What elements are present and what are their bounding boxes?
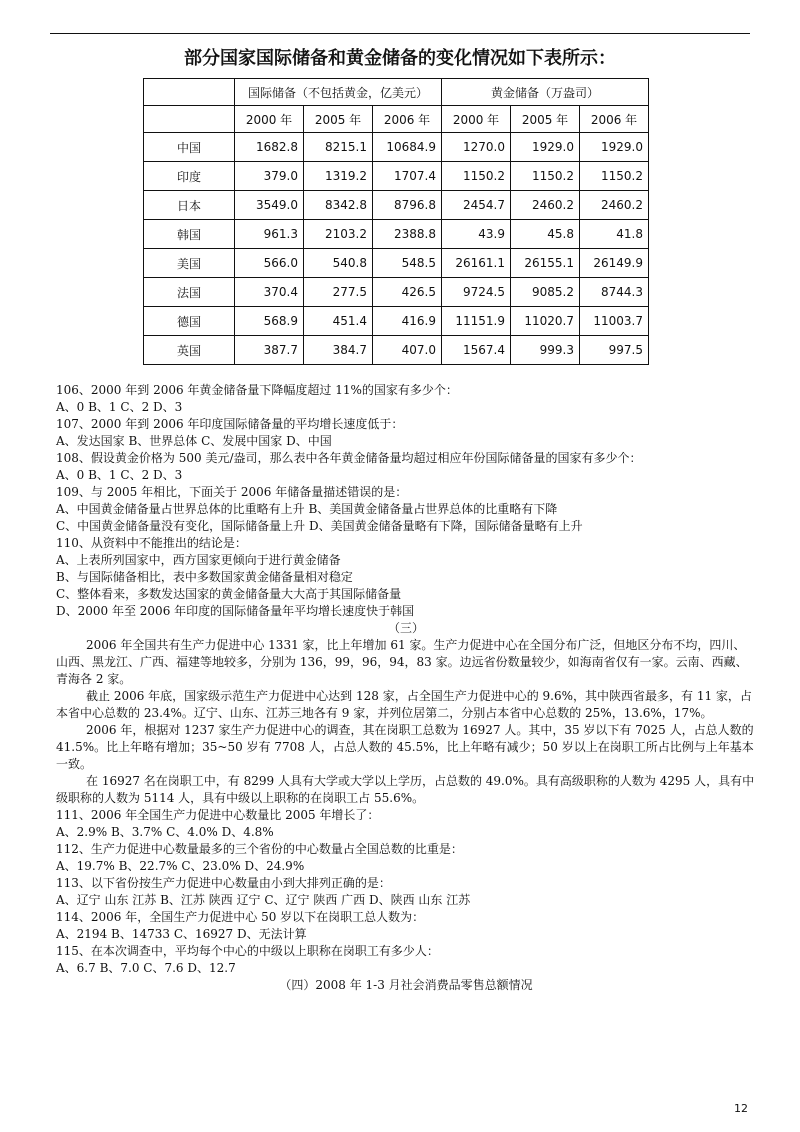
reserve-table bbox=[143, 78, 649, 365]
table-value-cell: 41.8 bbox=[580, 220, 649, 249]
table-value-cell: 277.5 bbox=[304, 278, 373, 307]
table-value-cell: 2460.2 bbox=[511, 191, 580, 220]
text-line: D、2000 年至 2006 年印度的国际储备量年平均增长速度快于韩国 bbox=[56, 604, 415, 618]
table-row bbox=[144, 220, 649, 249]
table-value-cell: 45.8 bbox=[511, 220, 580, 249]
table-year-header-row bbox=[144, 106, 649, 133]
text-line: 112、生产力促进中心数量最多的三个省份的中心数量占全国总数的比重是： bbox=[56, 842, 463, 856]
table-value-cell: 11020.7 bbox=[511, 307, 580, 336]
table-value-cell: 379.0 bbox=[235, 162, 304, 191]
table-value-cell: 2460.2 bbox=[580, 191, 649, 220]
table-row bbox=[144, 133, 649, 162]
table-corner-cell bbox=[144, 106, 235, 133]
table-group-header: 黄金储备（万盎司） bbox=[442, 79, 649, 106]
text-line: 109、与 2005 年相比，下面关于 2006 年储备量描述错误的是： bbox=[56, 485, 408, 499]
text-line: A、19.7% B、22.7% C、23.0% D、24.9% bbox=[56, 859, 305, 873]
table-year-header: 2005 年 bbox=[511, 106, 580, 133]
text-line: 110、从资料中不能推出的结论是： bbox=[56, 536, 247, 550]
table-year-header: 2005 年 bbox=[304, 106, 373, 133]
text-line: A、上表所列国家中，西方国家更倾向于进行黄金储备 bbox=[56, 553, 341, 567]
text-line: A、2.9% B、3.7% C、4.0% D、4.8% bbox=[56, 825, 274, 839]
table-value-cell: 1270.0 bbox=[442, 133, 511, 162]
table-value-cell: 961.3 bbox=[235, 220, 304, 249]
table-country-cell: 法国 bbox=[144, 278, 235, 307]
text-line: 114、2006 年，全国生产力促进中心 50 岁以下在岗职工总人数为： bbox=[56, 910, 425, 924]
table-country-cell: 印度 bbox=[144, 162, 235, 191]
table-row bbox=[144, 307, 649, 336]
table-value-cell: 11003.7 bbox=[580, 307, 649, 336]
text-line: 108、假设黄金价格为 500 美元/盎司，那么表中各年黄金储备量均超过相应年份国际储备量的国家有多少个： bbox=[56, 451, 642, 465]
text-line: A、辽宁 山东 江苏 B、江苏 陕西 辽宁 C、辽宁 陕西 广西 D、陕西 山东 江苏 bbox=[56, 893, 471, 907]
table-row bbox=[144, 191, 649, 220]
text-line: C、整体看来，多数发达国家的黄金储备量大大高于其国际储备量 bbox=[56, 587, 402, 601]
table-value-cell: 26149.9 bbox=[580, 249, 649, 278]
table-value-cell: 1567.4 bbox=[442, 336, 511, 365]
table-row bbox=[144, 162, 649, 191]
paragraph: 2006 年全国共有生产力促进中心 1331 家，比上年增加 61 家。生产力促进中心在全国分布广泛，但地区分布不均，四川、山西、黑龙江、广西、福建等地较多，分别为 136，99，96，94，83 家。边远省份数量较少，如海南省仅有一家。云南、西藏、青海各 2 家。 bbox=[56, 638, 748, 686]
paragraph: 在 16927 名在岗职工中，有 8299 人具有大学或大学以上学历，占总数的 49.0%。具有高级职称的人数为 4295 人，具有中级职称的人数为 5114 人，具有中级以上职称的在岗职工占 55.6%。 bbox=[56, 774, 755, 805]
table-corner-cell bbox=[144, 79, 235, 106]
table-row bbox=[144, 278, 649, 307]
table-country-cell: 美国 bbox=[144, 249, 235, 278]
table-value-cell: 1929.0 bbox=[511, 133, 580, 162]
text-line: 107、2000 年到 2006 年印度国际储备量的平均增长速度低于： bbox=[56, 417, 404, 431]
table-value-cell: 9085.2 bbox=[511, 278, 580, 307]
table-value-cell: 8796.8 bbox=[373, 191, 442, 220]
table-country-cell: 日本 bbox=[144, 191, 235, 220]
table-value-cell: 540.8 bbox=[304, 249, 373, 278]
table-value-cell: 999.3 bbox=[511, 336, 580, 365]
table-year-header: 2006 年 bbox=[580, 106, 649, 133]
table-group-header: 国际储备（不包括黄金，亿美元） bbox=[235, 79, 442, 106]
paragraph: 2006 年，根据对 1237 家生产力促进中心的调查，其在岗职工总数为 16927 人。其中，35 岁以下有 7025 人，占总人数的 41.5%。比上年略有增加；35~50 岁有 7708 人，占总人数的 45.5%，比上年略有减少；50 岁以上在岗职工所占比例与上年基本一致。 bbox=[56, 723, 754, 771]
table-value-cell: 8215.1 bbox=[304, 133, 373, 162]
table-value-cell: 370.4 bbox=[235, 278, 304, 307]
table-value-cell: 407.0 bbox=[373, 336, 442, 365]
table-value-cell: 8744.3 bbox=[580, 278, 649, 307]
table-row bbox=[144, 336, 649, 365]
table-value-cell: 568.9 bbox=[235, 307, 304, 336]
table-value-cell: 2454.7 bbox=[442, 191, 511, 220]
text-line: A、6.7 B、7.0 C、7.6 D、12.7 bbox=[56, 961, 236, 975]
table-value-cell: 26161.1 bbox=[442, 249, 511, 278]
table-value-cell: 11151.9 bbox=[442, 307, 511, 336]
table-value-cell: 10684.9 bbox=[373, 133, 442, 162]
page-number: 12 bbox=[734, 1102, 748, 1115]
table-value-cell: 1150.2 bbox=[442, 162, 511, 191]
table-value-cell: 426.5 bbox=[373, 278, 442, 307]
table-value-cell: 1150.2 bbox=[580, 162, 649, 191]
table-value-cell: 3549.0 bbox=[235, 191, 304, 220]
table-value-cell: 1150.2 bbox=[511, 162, 580, 191]
table-year-header: 2006 年 bbox=[373, 106, 442, 133]
table-value-cell: 548.5 bbox=[373, 249, 442, 278]
table-value-cell: 566.0 bbox=[235, 249, 304, 278]
paragraph: 截止 2006 年底，国家级示范生产力促进中心达到 128 家，占全国生产力促进中心的 9.6%，其中陕西省最多，有 11 家，占本省中心总数的 23.4%。辽宁、山东、江苏三地各有 9 家，并列位居第二，分别占本省中心总数的 25%，13.6%，17%。 bbox=[56, 689, 752, 720]
table-value-cell: 8342.8 bbox=[304, 191, 373, 220]
table-value-cell: 43.9 bbox=[442, 220, 511, 249]
table-value-cell: 1682.8 bbox=[235, 133, 304, 162]
table-value-cell: 26155.1 bbox=[511, 249, 580, 278]
table-value-cell: 1929.0 bbox=[580, 133, 649, 162]
text-line: 113、以下省份按生产力促进中心数量由小到大排列正确的是： bbox=[56, 876, 391, 890]
table-country-cell: 德国 bbox=[144, 307, 235, 336]
section-heading: （三） bbox=[387, 621, 424, 635]
question-text-block bbox=[56, 382, 756, 994]
table-group-header-row bbox=[144, 79, 649, 106]
table-value-cell: 2103.2 bbox=[304, 220, 373, 249]
table-value-cell: 451.4 bbox=[304, 307, 373, 336]
table-value-cell: 2388.8 bbox=[373, 220, 442, 249]
table-value-cell: 384.7 bbox=[304, 336, 373, 365]
text-line: 106、2000 年到 2006 年黄金储备量下降幅度超过 11%的国家有多少个： bbox=[56, 383, 458, 397]
table-value-cell: 9724.5 bbox=[442, 278, 511, 307]
text-line: A、中国黄金储备量占世界总体的比重略有上升 B、美国黄金储备量占世界总体的比重略有下降 bbox=[56, 502, 558, 516]
text-line: C、中国黄金储备量没有变化，国际储备量上升 D、美国黄金储备量略有下降，国际储备量略有上升 bbox=[56, 519, 583, 533]
text-line: A、0 B、1 C、2 D、3 bbox=[56, 400, 183, 414]
text-line: A、0 B、1 C、2 D、3 bbox=[56, 468, 183, 482]
table-value-cell: 997.5 bbox=[580, 336, 649, 365]
text-line: A、发达国家 B、世界总体 C、发展中国家 D、中国 bbox=[56, 434, 332, 448]
table-value-cell: 387.7 bbox=[235, 336, 304, 365]
table-value-cell: 416.9 bbox=[373, 307, 442, 336]
table-country-cell: 中国 bbox=[144, 133, 235, 162]
table-year-header: 2000 年 bbox=[442, 106, 511, 133]
table-country-cell: 英国 bbox=[144, 336, 235, 365]
table-value-cell: 1319.2 bbox=[304, 162, 373, 191]
page-title: 部分国家国际储备和黄金储备的变化情况如下表所示： bbox=[184, 48, 616, 69]
text-line: B、与国际储备相比，表中多数国家黄金储备量相对稳定 bbox=[56, 570, 353, 584]
table-country-cell: 韩国 bbox=[144, 220, 235, 249]
text-line: 111、2006 年全国生产力促进中心数量比 2005 年增长了： bbox=[56, 808, 380, 822]
section-heading: （四）2008 年 1-3 月社会消费品零售总额情况 bbox=[279, 978, 533, 992]
table-row bbox=[144, 249, 649, 278]
text-line: A、2194 B、14733 C、16927 D、无法计算 bbox=[56, 927, 307, 941]
text-line: 115、在本次调查中，平均每个中心的中级以上职称在岗职工有多少人： bbox=[56, 944, 439, 958]
table-value-cell: 1707.4 bbox=[373, 162, 442, 191]
header-rule bbox=[50, 33, 750, 34]
table-year-header: 2000 年 bbox=[235, 106, 304, 133]
reserve-table-body bbox=[144, 79, 649, 365]
